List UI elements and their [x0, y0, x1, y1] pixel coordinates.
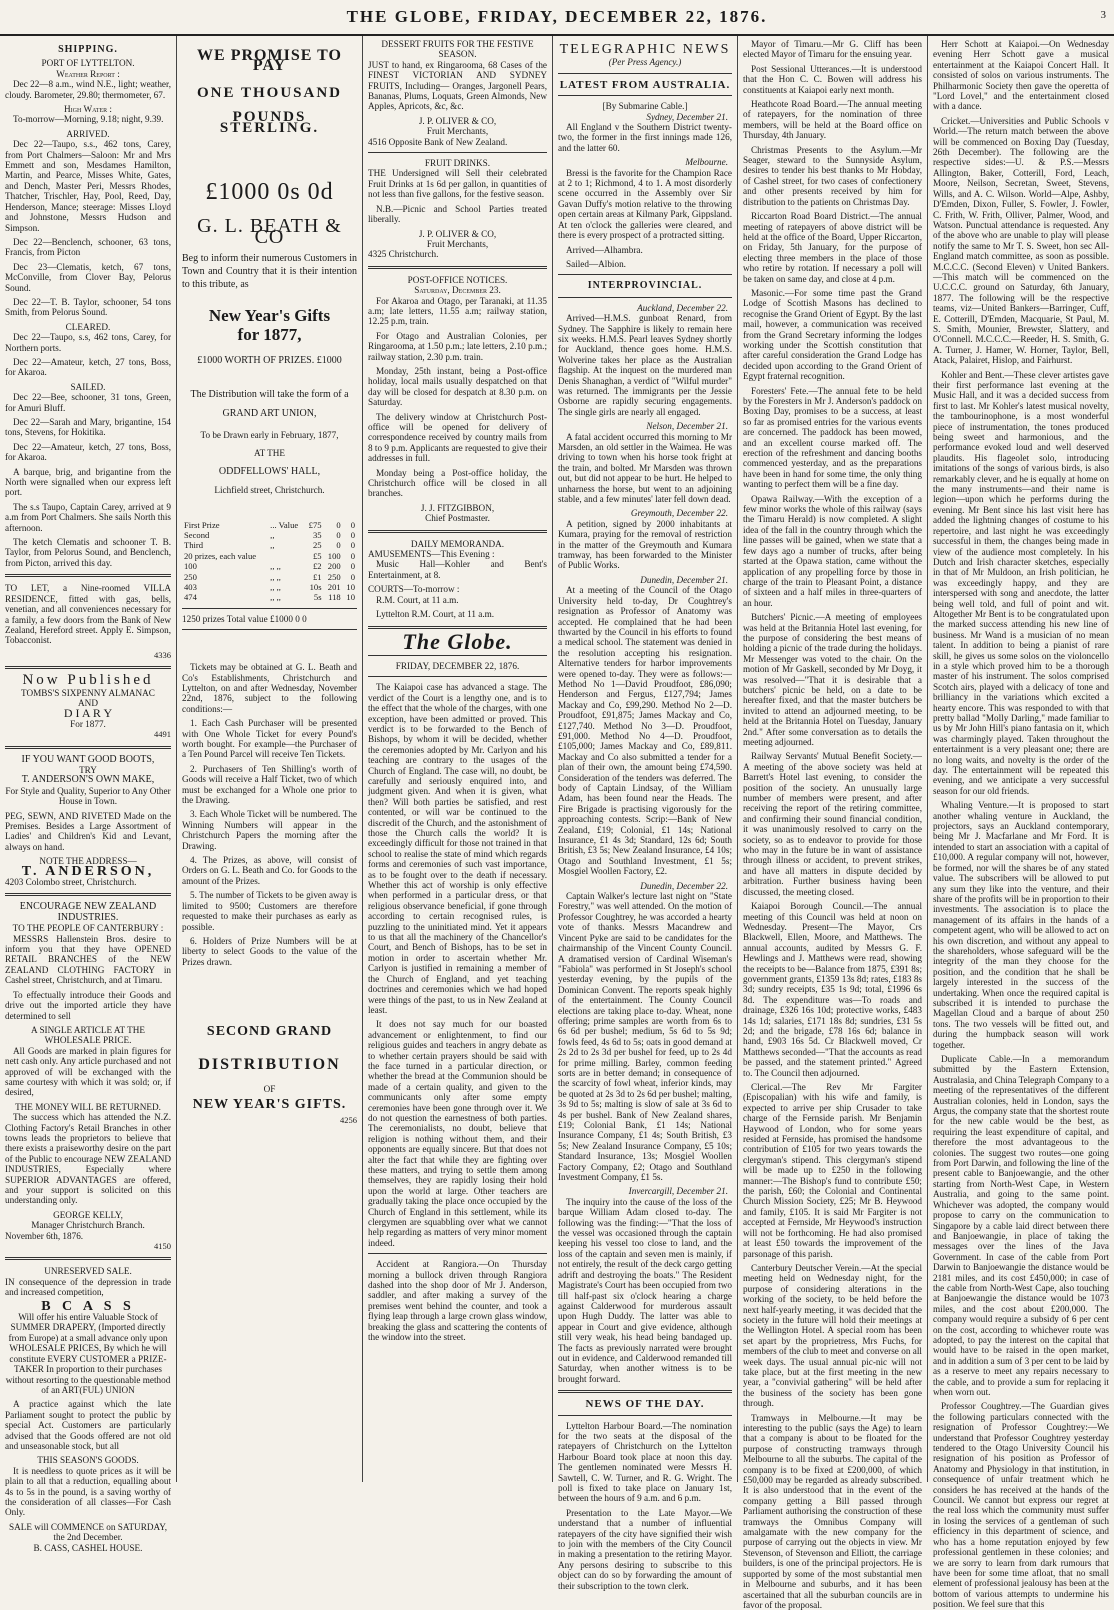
sydney-dateline: Sydney, December 21. [646, 111, 728, 122]
news-item: Kaiapoi Borough Council.—The annual meeting of this Council was held at noon on Wednesday. Present—The Mayor, Crs Blackwell, Ellen, Moore, and Matthews. The annual accounts, audited by Messrs G. F. Hewlings and J. Matthews were read, showing the receipts to be—Balance from 1875, £391 8s; government grants, £1359 13s 8d; rates, £183 8s 3d; sundry receipts, £35 1s 9d; total, £1996 6s 8d. The expenditure was—To roads and drainage, £326 16s 10d; protective works, £483 14s 1d; salaries, £171 18s 8d; sundries, £31 5s 2d; and the brigade, £78 16s 6d; balance in hand, £903 16s 5d. Cr Blackwell moved, Cr Matthews seconded—"That the accounts as read be passed, and the statement printed." Agreed to. The Council then adjourned. [743, 901, 922, 1078]
almanac-diary: D I A R Y [63, 706, 113, 721]
interprovincial-dateline: Greymouth, December 22. [630, 508, 728, 519]
prize-cell: 0 [336, 529, 341, 540]
melbourne-sailed: Sailed—Albion. [566, 258, 626, 269]
prize-row [182, 561, 357, 571]
shipping-note: The s.s Taupo, Captain Carey, arrived at 9 a.m from Port Chalmers. She sails North this afternoon. [5, 501, 171, 533]
encourage-body-1: MESSRS Hallenstein Bros. desire to inform you that they have OPENED RETAIL BRANCHES of the NEW ZEALAND CLOTHING FACTORY in Cashel street, Christchurch, and at Timaru. [5, 933, 171, 986]
sale-sign: B. CASS, CASHEL HOUSE. [33, 1542, 143, 1553]
post-sign-2: Chief Postmaster. [425, 513, 490, 524]
prize-cell: 35 [312, 529, 322, 540]
news-item: Clerical.—The Rev Mr Fargiter (Episcopalian) with his wife and family, is expected to arrive per ship Crusader to take charge of the Fernside parish. Mr Benjamin Haywood of London, who for some years resided at Fernside, has promised the handsome contribution of £105 for two years towards the clergyman's stipend. This clergyman's stipend will be made up to £250 in the following manner:—The Bishop's fund to contribute £50; the parish, £60; the Colonial and Continental Church Mission Society, £25; Mr B. Heywood and family, £105. It is said Mr Fargiter is not accepted at Fernside, Mr Heywood's instruction will not be forthcoming. He had also promised at least £50 towards the improvement of the parsonage of this parish. [743, 1082, 922, 1259]
interprovincial-text: Captain Walker's lecture last night on "State Forestry," was well attended. On the motion of Professor Coughtrey, he was accorded a hearty vote of thanks. Messrs Macandrew and Vincent Pyke are said to be candidates for the chairmanship of the Vincent County Council. A dramatised version of Cardinal Wiseman's "Fabiola" was performed in St Joseph's school yesterday evening, by the pupils of the Dominican Convent. The reports speak highly of the entertainment. The County Council elections are taking place to-day. Wheat, none offering; prime samples are worth from 6s to 6s 6d per bushel; medium, 5s 6d to 5s 9d; fowls feed, 4s 6d to 5s; oats in good demand at 2s 2d to 2s 3d per bushel for feed, up to 2s 4d for prime milling. Barley, common feeding sorts are in better demand; in consequence of the scarcity of fowl wheat, inferior kinds, may be quoted at 2s 3d to 2s 6d per bushel; malting, 3s 9d to 5s; malting is slow of sale at 3s 6d to 4s per bushel. Bank of New Zealand shares, £19; Colonial Bank, £1 14s; National Insurance Company, £1 4s; South British, £3 5s; New Zealand Insurance Company, £5 10s; Standard Insurance, 13s; Mosgiel Woollen Factory Company, £2; Otago and Southland Investment Company, £1 5s. [558, 891, 732, 1183]
post-notice-2: For Otago and Australian Colonies, per Ringarooma, at 1.50 p.m.; late letters, 2.10 p.m.; railway station, 2.30 p.m. train. [368, 330, 547, 362]
sale-name: B C A S S [41, 1298, 135, 1314]
page-number: 3 [1100, 9, 1106, 21]
news-item: Canterbury Deutscher Verein.—At the special meeting held on Wednesday night, for the purpose of considering alterations in the working of the society, to be held before the next half-yearly meeting, it was decided that the society in the future will hold their meetings at the Wellington Hotel. A special room has been set apart by the proprietress, Mrs Fuchs, for members of the club to meet and converse on all week days. The usual annual pic-nic will not take place, but at the first meeting in the new year, a "convivial gathering" will be held after the business of the society has been gone through. [743, 1262, 922, 1409]
anderson-address: 4203 Colombo street, Christchurch. [5, 877, 137, 888]
promise-headline: WE PROMISE TO PAY [197, 47, 342, 75]
interprovincial-dateline: Invercargill, December 21. [628, 1186, 728, 1197]
news-item: Opawa Railway.—With the exception of a few minor works the whole of this railway (says the Timaru Herald) is now completed. A slight idea of the fall in the country through which the line passes will be gained, when we state that a few days ago a number of trucks, after being started at the Opawa station, came without the application of any propelling force by those in charge of the train to Pleasant Point, a distance of sixteen and a half miles in three-quarters of an hour. [743, 493, 922, 608]
globe-nameplate: The Globe. [402, 628, 513, 654]
prize-cell: ,, [270, 529, 275, 540]
interprovincial-text: A fatal accident occurred this morning to Mr Marsden, an old settler in the Waimea. He was driving to town when his horse took fright at the train, and bolted. Mr Marsden was thrown out, but did not appear to be hurt. He helped to unharness the horse, but went to an adjoining stable, and a few minutes' later fell down dead. [558, 431, 732, 505]
high-water: To-morrow—Morning, 9.18; night, 9.39. [13, 114, 164, 125]
encourage-heading: ENCOURAGE NEW ZEALAND INDUSTRIES. [19, 901, 157, 923]
prize-cell: 118 [328, 592, 341, 603]
interprovincial-heading: INTERPROVINCIAL. [587, 280, 703, 292]
condition-item: 4. The Prizes, as above, will consist of Orders on G. L. Beath and Co. for Goods to the amount of the Prizes. [182, 855, 357, 886]
rangiora-accident: Accident at Rangiora.—On Thursday morning a bullock driven through Rangiora dashed into the shop door of Mr J. Anderson, saddler, and after making a survey of the premises went behind the counter, and took a flying leap through a large crown glass window, breaking the glass and scattering the contents of the window into the street. [368, 1259, 547, 1343]
prize-cell: £5 [312, 550, 322, 561]
prize-cell: 10 [346, 581, 355, 592]
firm-name: G. L. BEATH & CO [197, 215, 342, 248]
post-notice-1: For Akaroa and Otago, per Taranaki, at 11.35 a.m; late letters, 11.55 a.m; railway station, 12.25 p.m, train. [368, 295, 547, 327]
of-line: OF [263, 1083, 276, 1094]
column-4 [553, 36, 738, 1591]
submarine-cable: [By Submarine Cable.] [602, 101, 688, 112]
beath-number: 4256 [340, 1114, 357, 1125]
distribution-headline: DISTRIBUTION [198, 1055, 341, 1073]
courts-item-1: R.M. Court, at 11 a.m. [376, 594, 459, 605]
prize-cell [268, 551, 304, 561]
news-items-col5 [743, 39, 922, 1610]
art-union: GRAND ART UNION, [222, 408, 317, 420]
to-let-number: 4336 [154, 649, 171, 660]
beath-intro: Beg to inform their numerous Customers in Town and Country that it is their intention to this tribute, as [182, 253, 357, 291]
prize-cell: 250 [184, 571, 197, 582]
prize-cell: 0 [336, 519, 341, 530]
news-item: Railway Servants' Mutual Benefit Society.—A meeting of the above society was held at Barrett's Hotel last evening, to consider the position of the society. An unusually large number of members were present, and after receiving the report of the retiring committee, and confirming their sound financial condition, it was unanimously resolved to carry on the society, so as to endeavor to provide for those who may in the future be in want of assistance through illness or accident, to prevent strikes, and have all matters in dispute decided by arbitration. Further business having been discussed, the meeting closed. [743, 751, 922, 897]
news-item: Mayor of Timaru.—Mr G. Cliff has been elected Mayor of Timaru for the ensuing year. [743, 39, 922, 60]
news-item: Heathcote Road Board.—The annual meeting of ratepayers, for the nomination of three members, will be held at the Board office on Thursday, 4th January. [743, 99, 922, 141]
news-item: Foresters' Fete.—The annual fete to be held by the Foresters in Mr J. Anderson's paddock on Boxing Day, promises to be a success, at least so far as promised entries for the various events are concerned. The paddock has been mowed, and an excellent course marked off. The erection of the refreshment and dancing booths commenced yesterday, and as the preparations have been in hand for some time, the only thing wanting to perfect them will be a fine day. [743, 385, 922, 490]
prize-cell: ,, [270, 540, 275, 551]
sydney-text: All England v the Southern District twenty-two, the former in the first innings made 126, and the latter 60. [558, 122, 732, 153]
interprovincial-text: A petition, signed by 2000 inhabitants at Kumara, praying for the removal of restriction in the matter of the Greymouth and Kumara tramway, has been forwarded to the Minister of Public Works. [558, 518, 732, 571]
news-item: Christmas Presents to the Asylum.—Mr Seager, steward to the Sunnyside Asylum, desires to tender his best thanks to Mr Hobday, of Cashel street, for two cases of confectionery and other presents received by him for distribution to the patients on Christmas Day. [743, 144, 922, 207]
almanac-number: 4491 [154, 729, 171, 740]
sailed-label: SAILED. [70, 381, 106, 392]
prize-row [182, 592, 357, 602]
prize-cell: First Prize [184, 519, 220, 530]
prize-cell: 25 [312, 540, 322, 551]
sailed-entry: Dec 22—Amateur, ketch, 27 tons, Boss, for Akaroa. [5, 441, 171, 463]
encourage-body-2: To effectually introduce their Goods and drive out the imported article they have determined to sell [5, 989, 171, 1021]
prize-cell: 0 [350, 571, 355, 582]
sailed-list [5, 392, 171, 462]
news-item: Duplicate Cable.—In a memorandum submitted by the Eastern Extension, Australasia, and China Telegraph Company to a meeting of the representatives of the different Australian colonies, held in London, says the Argus, the company state that the shortest route for the new cable would be the best, as requiring the least expenditure of capital, and therefore the most advantageous to the colonies. The suggest two routes—one going from Port Darwin, and following the line of the present cable to Banjoewangie, and the other starting from North-West Cape, in Western Australia, and going to the same point. Whichever was adopted, the company would propose to carry on the communication to Singapore by a cable laid direct between there and Banjoewangie, in place of taking the messages over the lines of the Java Government. In case of the cable from Port Darwin to Banjoewangie the distance would be 2181 miles, and its cost £450,000; in case of the cable from North-West Cape, also touching at Banjoewangie the distance would be 1073 miles, and the cost about £200,000. The company would require a subsidy of 6 per cent on the cost, according to whichever route was adopted, to pay the interest on the capital that would have to be raised in the open market, and in addition a sum of 3 per cent to be laid by as a reserve to meet any repairs necessary to the cable, and to provide a sum for replacing it when worn out. [933, 1054, 1110, 1397]
post-date: Saturday, December 23. [414, 285, 501, 296]
encourage-date: November 6th, 1876. [5, 1230, 84, 1241]
shipping-heading: SHIPPING. [58, 44, 118, 55]
interprovincial-list [558, 303, 732, 1384]
interprovincial-dateline: Dunedin, December 22. [640, 880, 728, 891]
encourage-sign: GEORGE KELLY, [53, 1209, 123, 1220]
condition-item: 1. Each Cash Purchaser will be presented with One Whole Ticket for every Pound's worth bought. For example—the Purchaser of a Ten Pound Parcel will receive Ten Tickets. [182, 718, 357, 760]
prize-cell: ,, ,, [270, 561, 281, 572]
condition-item: 3. Each Whole Ticket will be numbered. The Winning Numbers will appear in the Christchurch Papers the morning after the Drawing. [182, 809, 357, 851]
prize-cell: Third [184, 540, 204, 551]
cleared-list [5, 332, 171, 378]
news-items-col6 [933, 39, 1109, 1610]
arrived-label: ARRIVED. [66, 128, 110, 139]
interprovincial-dateline: Auckland, December 22. [637, 302, 728, 313]
prize-cell: 0 [350, 519, 355, 530]
globe-date: FRIDAY, DECEMBER 22, 1876. [395, 660, 520, 671]
prize-cell: 0 [350, 540, 355, 551]
almanac-and: AND [78, 697, 98, 708]
news-item: Butchers' Picnic.—A meeting of employees was held at the Britannia Hotel last evening, for the purpose of considering the best means of holding a picnic of the trade during the holidays. Mr Messenger was voted to the chair. On the motion of Mr Gaskell, seconded by Mr Doyg, it was resolved—"That it is desirable that a butchers' picnic be held, on a date to be hereafter fixed, and that the master butchers be invited to attend an adjourned meeting, to be held at the Britannia Hotel on Tuesday, January 2nd." After some conversation as to details the meeting adjourned. [743, 612, 922, 747]
arrived-list [5, 139, 171, 318]
prize-cell: Second [184, 529, 210, 540]
boots-heading: IF YOU WANT GOOD BOOTS, [21, 753, 155, 765]
news-item: Kohler and Bent.—These clever artistes gave their first performance last evening at the Music Hall, and it was a decided success from first to last. Mr Kohler's latest musical novelty, the tambourinophone, is a most wonderful piece of instrumentation, the tones produced being sweet and harmonious, and the performance evoked loud and well deserved plaudits. His flageolet solo, introducing imitations of the songs of various birds, is also remarkably clever, and he is equally at home on the many instruments—and their name is legion—upon which he performs during the evening. Mr Bent since his last visit here has added the lightning changes of costume to his repertoire, and last night he was exceedingly successful in them, the changes being made in view of the audience most completely. In his Dutch and Irish character sketches, especially in that of Mr Muldoon, an Irish politician, he was exceedingly happy, and they are interspersed with song and anecdote, the latter being well told, and full of point and wit. Altogether Mr Bent is to be congratulated upon the marked success attending his new line of business. Mr Wand is a musician of no mean talent. In addition to being a pianist of rare skill, he gives us some solos on the violoncello in a style which proved him to be a thorough master of his instrument. The solos comprised Scotch airs, played with a delicacy of tone and brilliancy in the variations which excited a hearty encore. This was responded to with that pretty ballad "Molly Darling," made familiar to us by Mr John Hill's piano fantasia on it, which was charmingly played. Taken throughout the entertainment is a very pleasant one; there are no long waits, and novelty is the order of the day. The entertainment will be repeated this evening, and we anticipate a very successful season for our old friends. [933, 369, 1109, 796]
interprovincial-text: The inquiry into the cause of the loss of the barque William Adam closed to-day. The following was the finding:—"That the loss of the vessel was occasioned through the captain keeping his vessel too close to land, and the loss of the captain and seven men is mainly, if not entirely, the result of the deck cargo getting adrift and destroying the boats." The Resident Magistrate's Court has been occupied from two till half-past six o'clock hearing a charge against Calderwood for murderous assault upon Hugh Duddy. The latter was able to appear in Court and give evidence, although still very weak, his head being bandaged up. The facts as previously narrated were brought out in evidence, and Calderwood remanded till Saturday, when another witness is to be brought forward. [558, 1196, 732, 1384]
weather-label: Weather Report : [56, 68, 120, 79]
almanac-title: TOMBS'S SIXPENNY ALMANAC [21, 687, 155, 698]
courts-item-2: Lyttelton R.M. Court, at 11 a.m. [376, 609, 495, 620]
news-item: Riccarton Road Board District.—The annual meeting of ratepayers of above district will be held at the office of the Board, Upper Riccarton, on Friday, 5th January, for the purpose of electing three members in the place of those who retire by rotation. If necessary a poll will be taken on same day, and close at 4 p.m. [743, 211, 922, 284]
one-thousand-headline: ONE THOUSAND [197, 84, 342, 101]
prize-row [182, 520, 357, 530]
sale-intro: IN consequence of the depression in trade and increased competition, [5, 1276, 171, 1298]
boots-note: NOTE THE ADDRESS— [39, 856, 137, 867]
arrived-entry: Dec 22—T. B. Taylor, schooner, 54 tons Smith, from Pelorus Sound. [5, 296, 171, 318]
fruits-sign-2: Fruit Merchants, [426, 126, 489, 137]
prize-cell: 474 [184, 592, 197, 603]
post-notice-4: The delivery window at Christchurch Post-office will be opened for delivery of correspondence received by country mails from 8 to 9 p.m. Applicants are requested to give their addresses in full. [368, 411, 547, 464]
second-grand: SECOND GRAND [206, 1024, 333, 1040]
gifts-headline: New Year's Gifts [208, 306, 331, 326]
fruits-sign: J. P. OLIVER & CO, [418, 115, 497, 126]
boots-try: TRY [79, 764, 97, 775]
sale-commence: SALE will COMMENCE on SATURDAY, the 2nd December. [9, 1521, 167, 1543]
to-let-ad: TO LET, a Nine-roomed VILLA RESIDENCE, fitted with gas, bells, venetian, and all conveniences necessary for a family, a few doors from the Bank of New Zealand, Hereford street. Apply E. Simpson, Tobacconist. [5, 583, 171, 646]
column-2 [177, 36, 363, 1482]
drinks-sign: J. P. OLIVER & CO, [418, 228, 497, 239]
news-item: Post Sessional Utterances.—It is understood that the Hon C. C. Bowen will address his constituents at Kaiapoi early next month. [743, 63, 922, 95]
newspaper-title: THE GLOBE, FRIDAY, DECEMBER 22, 1876. [346, 7, 768, 26]
hall-name: ODDFELLOWS' HALL, [218, 465, 321, 477]
prize-cell: 201 [327, 581, 341, 592]
memoranda-heading: DAILY MEMORANDA. [410, 538, 505, 549]
harbour-board-item: Lyttelton Harbour Board.—The nomination for the two seats at the disposal of the ratepayers of Christchurch on the Lyttelton Harbour Board took place at noon this day. The gentlemen nominated were Messrs H. Sawtell, C. W. Turner, and R. G. Wright. The poll is fixed to take place on January 1st, between the hours of 9 a.m. and 6 p.m. [558, 1420, 732, 1504]
news-item: Herr Schott at Kaiapoi.—On Wednesday evening Herr Schott gave a musical entertainment at the Kaiapoi Concert Hall. It consisted of solos on various instruments. The Philharmonic Society then gave the operetta of "Lord Lovel," and the entertainment closed with a dance. [933, 39, 1109, 112]
sale-heading: UNRESERVED SALE. [44, 1266, 132, 1277]
prize-table [182, 520, 357, 603]
prize-cell: £75 [308, 519, 322, 530]
prize-cell: 0 [350, 550, 355, 561]
drawn-date: To be Drawn early in February, 1877, [200, 429, 339, 440]
gifts-year: for 1877, [237, 324, 302, 344]
page-columns [0, 36, 1114, 1610]
condition-item: 5. The number of Tickets to be given away is limited to 9500; Customers are therefore requested to make their purchases as early as possible. [182, 890, 357, 932]
sailed-entry: Dec 22—Sarah and Mary, brigantine, 154 tons, Stevens, for Hokitika. [5, 417, 171, 438]
tickets-text: Tickets may be obtained at G. L. Beath and Co's Establishments, Christchurch and Lyttelton, on and after Wednesday, November 22nd, 1876, subject to the following conditions:— [182, 662, 357, 714]
post-notice-3: Monday, 25th instant, being a Post-office holiday, local mails usually despatched on that day will be closed for despatch at 8.30 p.m. on Saturday. [368, 365, 547, 408]
prize-cell: 200 [327, 561, 341, 572]
prize-cell: £1 [312, 571, 322, 582]
conditions-list [182, 718, 357, 967]
masthead [0, 0, 1114, 36]
fruits-address: 4516 Opposite Bank of New Zealand. [368, 136, 508, 147]
shipping-note: The ketch Clematis and schooner T. B. Taylor, from Pelorus Sound, and Benclench, from Picton, arrived this day. [5, 537, 171, 568]
encourage-to: TO THE PEOPLE OF CANTERBURY : [12, 923, 164, 934]
encourage-money: THE MONEY WILL BE RETURNED. [15, 1101, 161, 1112]
cleared-label: CLEARED. [65, 321, 111, 332]
news-item: Cricket.—Universities and Public Schools v World.—The return match between the above will be commenced on Boxing Day (Tuesday, 26th December). The following are the respective sides:—U. & P.S.—Messrs Allington, Baker, Cotterill, Ford, Leach, Moore, Neilson, Secretan, Sweet, Stevens, Wills, and A. C. Wilson. World—Alpe, Ashby, D'Emden, Dixon, Fuller, S. Fowler, J. Fowler, C. Frith, W. Frith, Olliver, Palmer, Wood, and Watson. Punctual attendance is requested. Any of the above who are unable to play will please notify the same to Mr T. S. Sweet, hon sec All-England match committee, as soon as possible. M.C.C.C. (Second Eleven) v United Bankers.—This match will be commenced on the U.C.C.C. ground on Saturday, 6th January, 1877. The following will be the respective teams, viz—United Bankers—Barringer, Cuff, E. Cotterill, D'Emden, Macquarie, St Paul, M. S. Smith, Mounier, Brewster, Slattery, and O'Connell. M.C.C.C.—Reeder, H. S. Smith, G. A. Turner, J. Hamer, W. Horner, Taylor, Bell, Atack, Palairet, Hislop, and Fairhurst. [933, 115, 1109, 366]
encourage-sign-2: Manager Christchurch Branch. [31, 1220, 145, 1231]
prize-cell: 0 [350, 561, 355, 572]
drinks-sign-2: Fruit Merchants, [426, 238, 489, 249]
prize-cell: ,, ,, [270, 592, 281, 603]
prize-cell: 100 [327, 550, 341, 561]
high-water-label: High Water : [64, 104, 112, 115]
column-6 [928, 36, 1114, 1610]
amount-headline: £1000 0s 0d [205, 179, 334, 206]
prize-total: 1250 prizes Total value £1000 0 0 [182, 613, 307, 624]
prize-cell: 0 [350, 529, 355, 540]
shipping-notes [5, 467, 171, 569]
at-the: AT THE [253, 448, 286, 459]
worth-line: £1000 WORTH OF PRIZES. £1000 [197, 355, 342, 367]
prize-cell: 100 [184, 561, 197, 572]
editorial-paragraph: The Kaiapoi case has advanced a stage. The verdict of the Court is a lengthy one, and is to the effect that the whole of the charges, with one exception, have been admitted or proved. This verdict is to be forwarded to the Bench of Bishops, by whom it will be decided, whether the ceremonies adopted by Mr. Carlyon and his teaching are contrary to the usages of the Church of England. The case will, no doubt, be carefully and seriously enquired into, and judgment given. And when it is given, what then? Will both parties be satisfied, and rest contented, or will war be continued to the discredit of the Church, and the astonishment of those the Church calls the world? It is exceedingly difficult for those not trained in that school to realise the state of mind which regards forms and ceremonies of such vast importance, as to be fought over to the death if necessary. Whether this act of worship is only effective when performed in a particular dress, or that religious observance beneficial, if gone through according to certain recognised rules, is puzzling to the uninitiated mind. Yet it appears to us that all the machinery of the Chancellor's Court, and Bench of Bishops, has to be set in motion in order to ascertain whether Mr. Carlyon is justified in remaining a member of the Church of England, and yet teaching doctrines and ceremonies which we had hoped were things of the past, to us in New Zealand at least. [368, 682, 547, 1015]
prize-row [182, 530, 357, 540]
cleared-entry: Dec 22—Amateur, ketch, 27 tons, Boss, for Akaroa. [5, 356, 171, 378]
column-1 [0, 36, 177, 1553]
condition-item: 2. Purchasers of Ten Shilling's worth of Goods will receive a Half Ticket, two of which must be exchanged for a Whole one prior to the Drawing. [182, 763, 357, 806]
encourage-number: 4150 [154, 1241, 171, 1252]
melbourne-arrived: Arrived—Alhambra. [566, 244, 643, 255]
prize-cell: ,, ,, [270, 581, 281, 592]
press-agency: (Per Press Agency.) [608, 57, 682, 68]
boots-quality: For Style and Quality, Superior to Any Other House in Town. [5, 785, 171, 807]
sale-season: THIS SEASON'S GOODS. [37, 1455, 139, 1466]
boots-pegged: PEG, SEWN, AND RIVETED Made on the Premises. Besides a Large Assortment of Ladies' and Children's Kid and Levant, always on hand. [5, 810, 171, 852]
courts-label: COURTS—To-morrow : [368, 584, 460, 595]
news-item: Whaling Venture.—It is proposed to start another whaling venture in Auckland, the projectors, says an Auckland contemporary, being Mr J. Macfarlane and Mr Ford. It is intended to start an association with a capital of £10,000. A regular company will not, however, be formed, nor will the shares be of any stated value. The subscribers will be allowed to put any sum they like into the venture, and their share of the profits will be in proportion to their investments. The association is to place the management of its affairs in the hands of a competent agent, who will be allowed to act on his own discretion, and without any appeal to the shareholders, whose safeguard will be the integrity of the man they choose for the position, and the condition that he shall be largely interested in the success of the undertaking. When once the required capital is subscribed it is intended to purchase the Magellan Cloud and a barque of about 250 tons. The two vessels will be fitted out, and during the humpback season will work together. [933, 800, 1109, 1050]
almanac-year: For 1877. [70, 718, 106, 729]
new-years-gifts: NEW YEAR'S GIFTS. [192, 1097, 347, 1113]
prize-row [182, 582, 357, 592]
prize-cell: 5s [313, 592, 322, 603]
drinks-address: 4325 Christchurch. [368, 249, 439, 260]
interprovincial-dateline: Dunedin, December 21. [640, 574, 728, 585]
arrived-entry: Dec 22—Taupo, s.s., 462 tons, Carey, from Port Chalmers—Saloon: Mr and Mrs Emmett and son, Mesdames Hamilton, Martin, and Pearce, Misses White, Gates, and Dench, Master Peri, Messrs Rhodes, Thatcher, Trischler, Hay, Pool, Reed, Day, Henderson, Mance; steerage: Misses Lloyd and Johnstone, Messrs Hudson and Simpson. [5, 139, 171, 233]
telegraphic-heading: TELEGRAPHIC NEWS [559, 42, 731, 57]
prize-cell: £2 [312, 561, 322, 572]
sale-body-2: A practice against which the late Parliament sought to protect the public by special Act. Customers are particularly advised that the Goods offered are not old and unseasonable stock, but all [5, 1399, 171, 1451]
prize-row [182, 572, 357, 582]
post-sign: J. J. FITZGIBBON, [420, 502, 495, 513]
sailed-entry: Dec 22—Bee, schooner, 31 tons, Green, for Amuri Bluff. [5, 392, 171, 413]
arrived-entry: Dec 22—Benclench, schooner, 63 tons, Francis, from Picton [5, 236, 171, 258]
prize-cell: 10s [309, 581, 322, 592]
amusements-item: Music Hall—Kohler and Bent's Entertainment, at 8. [368, 559, 547, 580]
sale-body-3: It is needless to quote prices as it will be plain to all that a reduction, equalling about 4s to 5s in the pound, is a saving worthy of the consideration of all classes—For Cash Only. [5, 1465, 171, 1518]
prize-cell: ,, ,, [270, 571, 281, 582]
column-3 [363, 36, 553, 1482]
prize-cell: 250 [327, 571, 341, 582]
melbourne-text: Bressi is the favorite for the Champion Race at 2 to 1; Richmond, 4 to 1. A most disorderly scene occurred in the Assembly over Sir Gavan Duffy's motion relative to the throwing open certain areas at Kilmany Park, Gippsland. At ten o'clock the galleries were cleared, and there is every prospect of a protracted sitting. [558, 167, 732, 241]
latest-australia: LATEST FROM AUSTRALIA. [559, 78, 731, 91]
fruits-heading: DESSERT FRUITS FOR THE FESTIVE SEASON. [381, 39, 534, 60]
news-item: Professor Coughtrey.—The Guardian gives the following particulars connected with the resignation of Professor Coughtrey:—We understand that Professor Coughtrey yesterday tendered to the Otago University Council his resignation of his position as Professor of Anatomy and Physiology in that institution, in consequence of unfair treatment which he considers he has received at the hands of the Council. We cannot but express our regret at the real loss which the community must suffer in losing the services of a gentleman of such efficiency in this department of science, and who has a home reputation enjoyed by few professional gentlemen in these colonies; and we are sorry to learn from dark rumours that have been for some time afloat, that no small element of professional jealousy has been at the bottom of various attempts to undermine his position. We feel sure that this [933, 1401, 1109, 1610]
encourage-body-3: All Goods are marked in plain figures for nett cash only. Any article purchased and not approved of will be exchanged with the same courtesy with which it was sold; or, if desired, [5, 1045, 171, 1098]
amusements-label: AMUSEMENTS—This Evening : [368, 549, 495, 560]
news-of-the-day-heading: NEWS OF THE DAY. [585, 1398, 705, 1411]
interprovincial-text: Arrived—H.M.S. gunboat Renard, from Sydney. The Sapphire is likely to remain here six weeks. H.M.S. Pearl leaves Sydney shortly for Auckland, thence goes home. H.M.S. Wolverine takes her place as the Australian flagship. At the inquest on the murdered man Denis Shanaghan, a verdict of "Wilful murder" was returned. The immigrants per the Jessie Osborne are rapidly securing engagements. The single girls are nearly all engaged. [558, 313, 732, 417]
column-5 [738, 36, 928, 1610]
hall-street: Lichfield street, Christchurch. [214, 485, 325, 496]
almanac-now-published: Now Published [22, 672, 154, 689]
shipping-note: A barque, brig, and brigantine from the North were signalled when our express left port. [5, 466, 171, 498]
prize-cell: 10 [346, 592, 355, 603]
arrived-entry: Dec 23—Clematis, ketch, 67 tons, McConville, from Clover Bay, Pelorus Sound. [5, 261, 171, 293]
drinks-note: N.B.—Picnic and School Parties treated liberally. [368, 203, 547, 225]
encourage-body-4: The success which has attended the N.Z. Clothing Factory's Retail Branches in other towns leads the proprietors to believe that there exists a praiseworthy desire on the part of the Public to encourage NEW ZEALAND INDUSTRIES, Especially where SUPERIOR ADVANTAGES are offered, and your support is solicited on this understanding only. [5, 1112, 171, 1206]
drinks-text: THE Undersigned will Sell their celebrated Fruit Drinks at 1s 6d per gallon, in quantities of not less than five gallons, for the festive season. [368, 168, 547, 200]
post-notice-5: Monday being a Post-office holiday, the Christchurch office will be closed in all branches. [368, 467, 547, 499]
distribution-line: The Distribution will take the form of a [190, 389, 349, 401]
pounds-sterling-headline: POUNDS STERLING. [219, 109, 320, 136]
late-mayor-item: Presentation to the Late Mayor.—We understand that a number of influential ratepayers of the city have signified their wish to join with the members of the City Council in making a presentation to the retiring Mayor. Any persons desiring to subscribe to this object can do so by forwarding the amount of their subscription to the town clerk. [558, 1507, 732, 1591]
editorial-paragraph: It does not say much for our boasted advancement or enlightenment, to find our religious guides and teachers in angry debate as to whether certain prayers should be said with the face turned in a particular direction, or whether the bread at the Communion should be made of a certain quality, and given to the communicants only after some empty ceremonies have been gone through over it. We do not question the earnestness of both parties. The ceremonialists, no doubt, believe that religion is nothing without them, and their opponents are equally sincere. But that does not alter the fact that while they are fighting over these matters, and trying to settle them among themselves, they are rapidly losing their hold upon the world at large. Other teachers are gradually taking the place once occupied by the Church of England in this settlement, while its clergymen are squabbling over what we cannot help regarding as matters of very minor moment indeed. [368, 1019, 547, 1248]
interprovincial-text: At a meeting of the Council of the Otago University held to-day, Dr Coughtrey's resignation as Professor of Anatomy was accepted. He complained that he had been thwarted by the Council in his efforts to found a medical school. The statement was denied in the resolution accepting his resignation. Alternative tenders for harbor improvements were opened to-day. They were as follows:—Method No 1—David Proudfoot, £86,090; Henderson and Fergus, £127,794; James Mackay and Co, £99,290. Method No 2—D. Proudfoot, £91,875; James Mackay and Co, £127,740. Method No 3—D. Proudfoot, £91,000. Method No 4—D. Proudfoot, £105,000; James Mackay and Co, £89,811. Mackay and Co also submitted a tender for a plan of their own, the amount being £74,590. Consideration of the tenders was deferred. The body of Captain Lindsay, of the William Adam, has been found near the Heads. The Fire Brigade is practising vigorously for the approaching contests. Scrip:—Bank of New Zealand, £19; Colonial, £1 14s; National Insurance, £1 4s 3d; Standard, 12s 6d; South British, £3 5s; New Zealand Insurance, £4 10s; Otago and Southland Investment, £1 5s; Mosgiel Woollen Factory, £2. [558, 585, 732, 877]
weather-report: Dec 22—8 a.m., wind N.E., light; weather, cloudy. Barometer, 29.80; thermometer, 67. [5, 79, 171, 100]
port-heading: PORT OF LYTTELTON. [41, 58, 135, 69]
cleared-entry: Dec 22—Taupo, s.s, 462 tons, Carey, for Northern ports. [5, 332, 171, 353]
drinks-heading: FRUIT DRINKS. [424, 158, 491, 169]
condition-item: 6. Holders of Prize Numbers will be at liberty to select Goods to the value of the Prizes drawn. [182, 935, 357, 967]
prize-row [182, 551, 357, 561]
anderson-sign: T. ANDERSON, [21, 863, 155, 879]
prize-row [182, 540, 357, 550]
post-office-heading: POST-OFFICE NOTICES. [407, 274, 508, 285]
melbourne-dateline: Melbourne. [685, 157, 728, 168]
boots-name: T. ANDERSON'S OWN MAKE, [21, 774, 155, 786]
news-item: Masonic.—For some time past the Grand Lodge of Scottish Masons has declined to recognise the Grand Orient of Egypt. By the last mail, however, a communication was received from the Grand Secretary informing the lodges working under the Scottish constitution that after careful consideration the Grand Lodge has decided upon according to the Grand Orient of Egypt fraternal recognition. [743, 287, 922, 382]
sale-body-1: Will offer his entire Valuable Stock of SUMMER DRAPERY, (Imported directly from Europe) at a small advance only upon WHOLESALE PRICES, By which he will constitute EVERY CUSTOMER a PRIZE-TAKER In proportion to their purchases without resorting to the questionable method of an ART(FUL) UNION [5, 1312, 171, 1395]
prize-cell: 403 [184, 581, 197, 592]
interprovincial-dateline: Nelson, December 21. [646, 421, 728, 432]
editorial [368, 682, 547, 1248]
prize-cell: 20 prizes, each value [184, 550, 257, 561]
prize-cell: ... Value [270, 519, 299, 530]
encourage-single: A SINGLE ARTICLE AT THE WHOLESALE PRICE. [31, 1024, 145, 1046]
news-item: Tramways in Melbourne.—It may be interesting to the public (says the Age) to learn that a company is about to be floated for the purpose of constructing tramways through Melbourne to all the suburbs. The capital of the company is to be fixed at £200,000, of which £50,000 may be regarded as already subscribed. It is also understood that in the event of the company getting a Bill passed through Parliament authorising the construction of these tramways the Omnibus Company will amalgamate with the new company for the purpose of carrying out the objects in view. Mr Stevenson, of Stevenson and Elliott, the carriage builders, is one of the principal projectors. He is supported by some of the most substantial men in Melbourne and suburbs, and it has been ascertained that all the suburban councils are in favor of the proposal. [743, 1412, 922, 1610]
fruits-text: JUST to hand, ex Ringarooma, 68 Cases of the FINEST VICTORIAN AND SYDNEY FRUITS, Including— Oranges, Jargonell Pears, Bananas, Plums, Loquats, Green Almonds, New Apples, Apricots, &c, &c. [368, 59, 547, 112]
prize-cell: 0 [336, 540, 341, 551]
